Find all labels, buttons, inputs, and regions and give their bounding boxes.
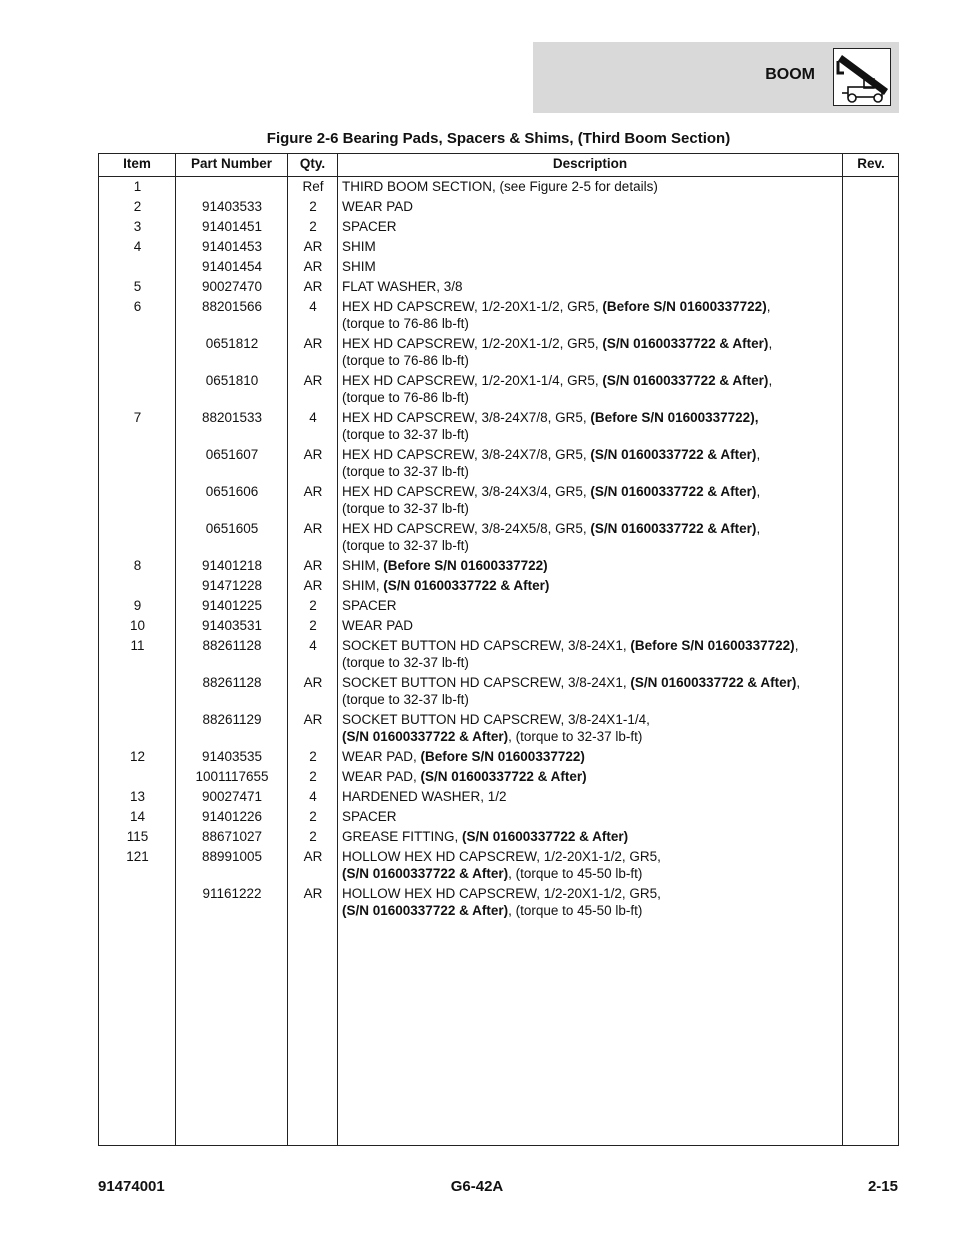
- item-number: 6: [133, 299, 142, 314]
- item-number: 7: [133, 410, 142, 425]
- part-number: 88671027: [201, 829, 263, 844]
- description-serial-range: (S/N 01600337722 & After): [462, 829, 629, 844]
- description: [342, 788, 842, 805]
- item-number: 10: [129, 618, 146, 633]
- description-serial-range: (S/N 01600337722 & After): [342, 729, 509, 744]
- description-text: (torque to 32-37 lb-ft): [342, 427, 469, 442]
- table-row: [99, 825, 898, 845]
- part-number: 88201533: [201, 410, 263, 425]
- description-text: HEX HD CAPSCREW, 3/8-24X7/8, GR5,: [342, 410, 591, 425]
- part-number: 88261129: [202, 712, 262, 727]
- part-number: 88261128: [202, 638, 262, 653]
- item-number: 14: [129, 809, 146, 824]
- description-text: HEX HD CAPSCREW, 1/2-20X1-1/2, GR5,: [342, 336, 603, 351]
- quantity: 2: [309, 829, 317, 844]
- description-text: HEX HD CAPSCREW, 3/8-24X5/8, GR5,: [342, 521, 591, 536]
- table-row: [99, 671, 898, 708]
- part-number: 1001117655: [195, 769, 269, 784]
- description: [342, 335, 842, 369]
- item-number: 2: [133, 199, 142, 214]
- item-number: 4: [133, 239, 142, 254]
- part-number: 91401225: [201, 598, 263, 613]
- table-row: [99, 765, 898, 785]
- figure-title: Figure 2-6 Bearing Pads, Spacers & Shims, (Third Boom Section): [266, 130, 731, 147]
- description-text: SHIM: [342, 259, 376, 274]
- description-text: ,: [768, 336, 773, 351]
- item-number: 121: [126, 849, 149, 864]
- table-row: [99, 215, 898, 235]
- column-header-qty: Qty.: [299, 156, 326, 171]
- quantity: AR: [303, 712, 323, 727]
- item-number: 1: [133, 179, 142, 194]
- description-serial-range: (Before S/N 01600337722),: [590, 410, 759, 425]
- description-serial-range: (S/N 01600337722 & After): [630, 675, 797, 690]
- description-text: WEAR PAD,: [342, 749, 421, 764]
- description-text: ,: [756, 447, 761, 462]
- description: [342, 768, 842, 785]
- description-text: HEX HD CAPSCREW, 3/8-24X3/4, GR5,: [342, 484, 591, 499]
- part-number: 0651605: [205, 521, 259, 536]
- quantity: AR: [303, 558, 323, 573]
- description-serial-range: (S/N 01600337722 & After): [590, 484, 757, 499]
- description-serial-range: (S/N 01600337722 & After): [383, 578, 550, 593]
- column-header-part-number: Part Number: [190, 156, 273, 171]
- quantity: 2: [309, 219, 317, 234]
- description-text: (torque to 76-86 lb-ft): [342, 353, 469, 368]
- description-text: , (torque to 32-37 lb-ft): [508, 729, 643, 744]
- description: [342, 674, 842, 708]
- description: [342, 446, 842, 480]
- table-row: [99, 574, 898, 594]
- description-text: (torque to 76-86 lb-ft): [342, 316, 469, 331]
- description-text: SPACER: [342, 598, 397, 613]
- section-title: BOOM: [765, 66, 815, 83]
- part-number: 91401218: [201, 558, 263, 573]
- description-text: ,: [756, 484, 761, 499]
- description-text: SOCKET BUTTON HD CAPSCREW, 3/8-24X1,: [342, 638, 631, 653]
- table-row: [99, 406, 898, 443]
- description-text: (torque to 32-37 lb-ft): [342, 464, 469, 479]
- column-header-description: Description: [552, 156, 628, 171]
- part-number: 91401453: [201, 239, 263, 254]
- description-serial-range: (Before S/N 01600337722): [383, 558, 548, 573]
- part-number: 88991005: [201, 849, 263, 864]
- description-text: SOCKET BUTTON HD CAPSCREW, 3/8-24X1,: [342, 675, 631, 690]
- description-text: HEX HD CAPSCREW, 1/2-20X1-1/2, GR5,: [342, 299, 603, 314]
- description: [342, 637, 842, 671]
- part-number: 88201566: [201, 299, 263, 314]
- description-text: THIRD BOOM SECTION, (see Figure 2-5 for details): [342, 179, 658, 194]
- quantity: Ref: [302, 179, 324, 194]
- description-serial-range: (S/N 01600337722 & After): [590, 521, 757, 536]
- description: [342, 298, 842, 332]
- quantity: AR: [303, 484, 323, 499]
- item-number: 13: [129, 789, 146, 804]
- description: [342, 520, 842, 554]
- description-text: SOCKET BUTTON HD CAPSCREW, 3/8-24X1-1/4,: [342, 712, 650, 727]
- quantity: 2: [309, 769, 317, 784]
- item-number: 5: [133, 279, 142, 294]
- table-row: [99, 332, 898, 369]
- part-number: 91401451: [201, 219, 263, 234]
- description-serial-range: (S/N 01600337722 & After): [342, 903, 509, 918]
- part-number: 0651606: [205, 484, 259, 499]
- description: [342, 238, 842, 255]
- item-number: 11: [130, 638, 145, 653]
- item-number: 12: [129, 749, 146, 764]
- description-text: HARDENED WASHER, 1/2: [342, 789, 507, 804]
- table-row: [99, 805, 898, 825]
- item-number: 8: [133, 558, 142, 573]
- table-row: [99, 443, 898, 480]
- description-text: SHIM,: [342, 558, 384, 573]
- description-text: ,: [756, 521, 761, 536]
- boom-machine-icon: [833, 48, 891, 106]
- description-text: (torque to 76-86 lb-ft): [342, 390, 469, 405]
- table-row: [99, 882, 898, 919]
- quantity: AR: [303, 578, 323, 593]
- description: [342, 258, 842, 275]
- quantity: 4: [309, 789, 317, 804]
- description-text: HEX HD CAPSCREW, 3/8-24X7/8, GR5,: [342, 447, 591, 462]
- description: [342, 178, 842, 195]
- description: [342, 748, 842, 765]
- description-text: HOLLOW HEX HD CAPSCREW, 1/2-20X1-1/2, GR5,: [342, 849, 661, 864]
- description-text: FLAT WASHER, 3/8: [342, 279, 463, 294]
- quantity: AR: [303, 521, 323, 536]
- description-text: (torque to 32-37 lb-ft): [342, 692, 469, 707]
- table-row: [99, 708, 898, 745]
- description-text: ,: [768, 373, 773, 388]
- table-row: [99, 554, 898, 574]
- table-row: [99, 295, 898, 332]
- table-row: [99, 845, 898, 882]
- description: [342, 848, 842, 882]
- quantity: 2: [309, 199, 317, 214]
- footer-page-number: 2-15: [867, 1178, 898, 1195]
- part-number: 91401226: [201, 809, 263, 824]
- table-row: [99, 614, 898, 634]
- quantity: 2: [309, 809, 317, 824]
- description: [342, 577, 842, 594]
- table-row: [99, 275, 898, 295]
- table-header: [99, 154, 898, 177]
- description-serial-range: (S/N 01600337722 & After): [602, 373, 769, 388]
- description-text: ,: [766, 299, 771, 314]
- table-row: [99, 235, 898, 255]
- description: [342, 483, 842, 517]
- description-text: ,: [796, 675, 801, 690]
- description-text: SPACER: [342, 219, 397, 234]
- description-text: HEX HD CAPSCREW, 1/2-20X1-1/4, GR5,: [342, 373, 603, 388]
- description: [342, 597, 842, 614]
- column-header-item: Item: [123, 156, 151, 171]
- description: [342, 557, 842, 574]
- quantity: 2: [309, 598, 317, 613]
- description-text: (torque to 32-37 lb-ft): [342, 538, 469, 553]
- part-number: 91401454: [201, 259, 263, 274]
- parts-table: [98, 153, 899, 1146]
- table-row: [99, 480, 898, 517]
- description-text: ,: [794, 638, 799, 653]
- description-text: (torque to 32-37 lb-ft): [342, 501, 469, 516]
- footer-model: G6-42A: [450, 1178, 504, 1195]
- table-row: [99, 634, 898, 671]
- description-text: SPACER: [342, 809, 397, 824]
- table-row: [99, 176, 898, 195]
- quantity: 4: [309, 410, 317, 425]
- description-text: WEAR PAD: [342, 618, 414, 633]
- description: [342, 617, 842, 634]
- part-number: 0651810: [205, 373, 259, 388]
- part-number: 91161222: [202, 886, 262, 901]
- quantity: AR: [303, 336, 323, 351]
- table-row: [99, 255, 898, 275]
- description: [342, 711, 842, 745]
- quantity: AR: [303, 675, 323, 690]
- quantity: AR: [303, 239, 323, 254]
- description-serial-range: (S/N 01600337722 & After): [420, 769, 587, 784]
- part-number: 91471228: [201, 578, 263, 593]
- description-text: WEAR PAD,: [342, 769, 421, 784]
- description-text: , (torque to 45-50 lb-ft): [508, 903, 643, 918]
- table-row: [99, 517, 898, 554]
- part-number: 90027470: [201, 279, 263, 294]
- item-number: 3: [133, 219, 142, 234]
- table-row: [99, 594, 898, 614]
- column-header-rev: Rev.: [857, 156, 885, 171]
- quantity: AR: [303, 886, 323, 901]
- quantity: 4: [309, 638, 317, 653]
- quantity: 4: [309, 299, 317, 314]
- quantity: AR: [303, 259, 323, 274]
- quantity: AR: [303, 279, 323, 294]
- description-text: , (torque to 45-50 lb-ft): [508, 866, 643, 881]
- description: [342, 828, 842, 845]
- description-serial-range: (S/N 01600337722 & After): [342, 866, 509, 881]
- table-row: [99, 369, 898, 406]
- footer-document-number: 91474001: [98, 1178, 165, 1195]
- description: [342, 808, 842, 825]
- table-row: [99, 195, 898, 215]
- description: [342, 885, 842, 919]
- description-serial-range: (Before S/N 01600337722): [630, 638, 795, 653]
- description-text: SHIM: [342, 239, 376, 254]
- description-serial-range: (S/N 01600337722 & After): [602, 336, 769, 351]
- description-text: WEAR PAD: [342, 199, 414, 214]
- description-serial-range: (Before S/N 01600337722): [602, 299, 767, 314]
- description: [342, 278, 842, 295]
- quantity: AR: [303, 373, 323, 388]
- description-text: GREASE FITTING,: [342, 829, 463, 844]
- description: [342, 198, 842, 215]
- part-number: 0651607: [205, 447, 259, 462]
- table-body: [99, 176, 898, 919]
- item-number: 9: [133, 598, 142, 613]
- part-number: 88261128: [202, 675, 262, 690]
- part-number: 91403535: [201, 749, 263, 764]
- part-number: 91403531: [201, 618, 263, 633]
- table-row: [99, 785, 898, 805]
- description-text: SHIM,: [342, 578, 384, 593]
- quantity: AR: [303, 447, 323, 462]
- quantity: AR: [303, 849, 323, 864]
- description: [342, 372, 842, 406]
- part-number: 91403533: [201, 199, 263, 214]
- part-number: 0651812: [205, 336, 259, 351]
- description-text: (torque to 32-37 lb-ft): [342, 655, 469, 670]
- section-header: [533, 42, 899, 113]
- quantity: 2: [309, 618, 317, 633]
- item-number: 115: [126, 829, 149, 844]
- table-row: [99, 745, 898, 765]
- description-serial-range: (Before S/N 01600337722): [420, 749, 585, 764]
- description-serial-range: (S/N 01600337722 & After): [590, 447, 757, 462]
- part-number: 90027471: [201, 789, 263, 804]
- description: [342, 409, 842, 443]
- description-text: HOLLOW HEX HD CAPSCREW, 1/2-20X1-1/2, GR5,: [342, 886, 661, 901]
- description: [342, 218, 842, 235]
- quantity: 2: [309, 749, 317, 764]
